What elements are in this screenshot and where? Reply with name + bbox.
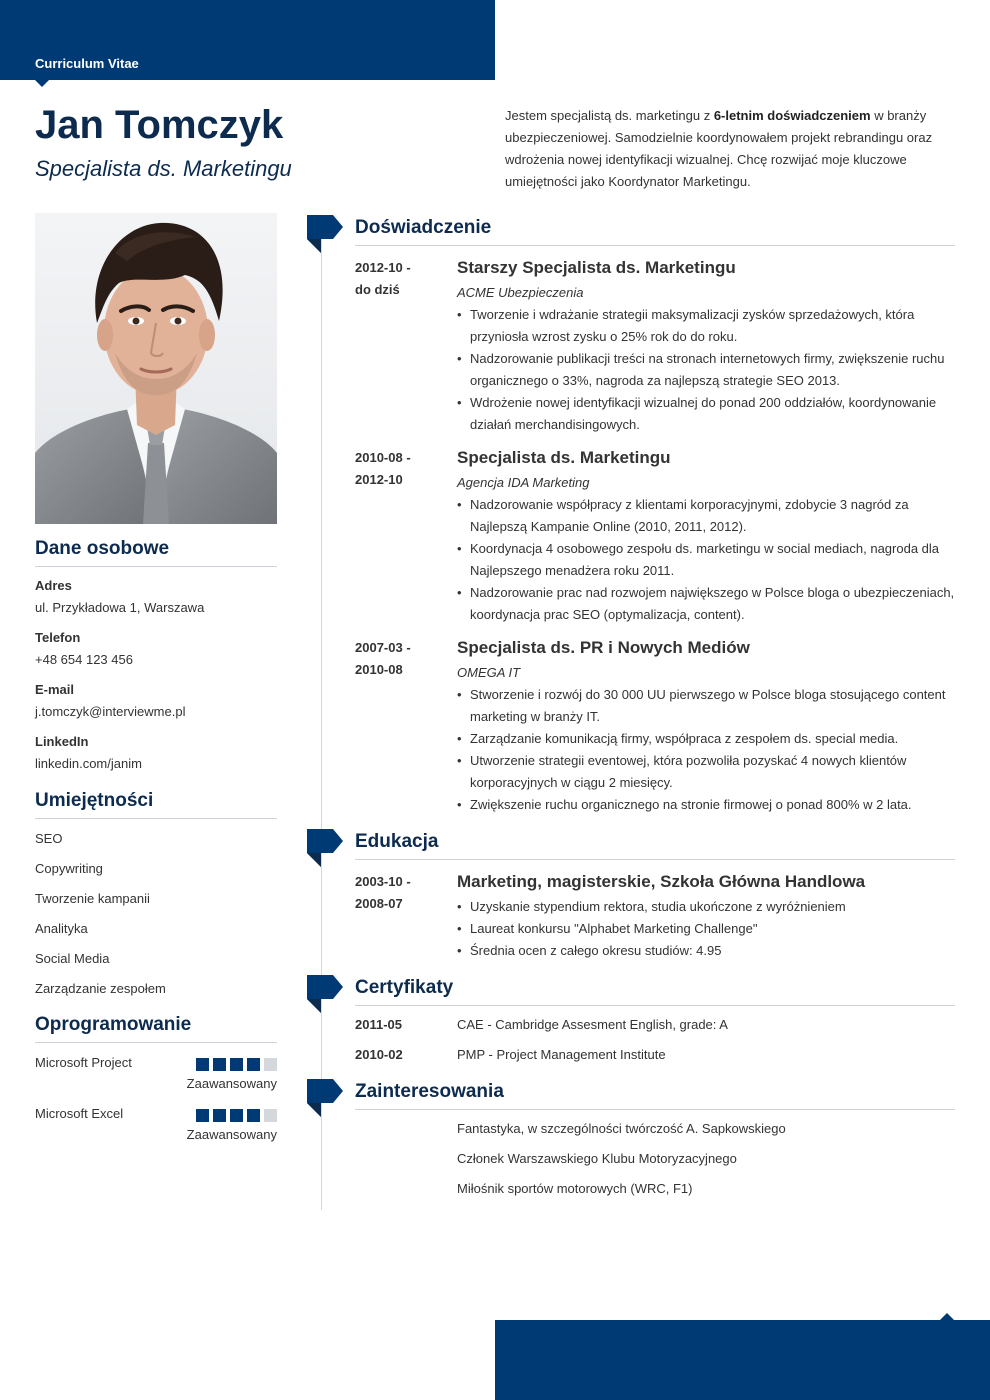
company-name: Agencja IDA Marketing (457, 475, 590, 490)
position-title: Specjalista ds. PR i Nowych Mediów (457, 638, 750, 657)
education-item: • Uzyskanie stypendium rektora, studia ukończone z wyróżnieniem (457, 896, 955, 918)
summary-highlight: 6-letnim doświadczeniem (713, 108, 871, 123)
achievement-list (457, 304, 955, 436)
certificate-date: 2010-02 (355, 1047, 403, 1062)
rating-square-filled (196, 1109, 209, 1122)
section-flag-icon (307, 829, 343, 867)
software-rating (196, 1058, 277, 1071)
achievement-item: • Zwiększenie ruchu organicznego na stronie firmowej o ponad 800% w 2 lata. (457, 794, 955, 816)
date-to: 2008-07 (355, 896, 403, 911)
skill-item: SEO (35, 831, 63, 846)
certificate-date: 2011-05 (355, 1017, 402, 1032)
software-name: Microsoft Excel (35, 1106, 124, 1121)
rating-square-filled (213, 1109, 226, 1122)
linkedin-value: linkedin.com/janim (35, 756, 142, 771)
address-value: ul. Przykładowa 1, Warszawa (35, 600, 205, 615)
personal-item (35, 682, 277, 719)
linkedin-label: LinkedIn (35, 734, 89, 749)
section-flag-icon (307, 975, 343, 1013)
degree-title: Marketing, magisterskie, Szkoła Główna Handlowa (457, 872, 866, 891)
education-item: • Laureat konkursu "Alphabet Marketing Challenge" (457, 918, 955, 940)
candidate-name: Jan Tomczyk (35, 103, 284, 147)
software-item (35, 1055, 277, 1106)
email-label: E-mail (35, 682, 75, 697)
personal-section (35, 538, 277, 567)
achievement-item: • Wdrożenie nowej identyfikacji wizualnej do ponad 200 oddziałów, koordynowanie działań merchandisingowych. (457, 392, 955, 436)
cv-label: Curriculum Vitae (35, 56, 139, 71)
skill-item: Copywriting (35, 861, 103, 876)
education-heading: Edukacja (355, 831, 955, 860)
achievement-item: • Zarządzanie komunikacją firmy, współpraca z zespołem ds. special media. (457, 728, 955, 750)
rating-square-empty (264, 1109, 277, 1122)
timeline-line (321, 235, 322, 1210)
achievement-item: • Nadzorowanie współpracy z klientami korporacyjnymi, zdobycie 3 nagród za Najlepszą Kampanie Online (2010, 2011, 2012). (457, 494, 955, 538)
footer-band (495, 1320, 990, 1400)
achievement-item: • Stworzenie i rozwój do 30 000 UU pierwszego w Polsce bloga stosującego content marketing w branży IT. (457, 684, 955, 728)
experience-heading: Doświadczenie (355, 217, 955, 246)
entry-body (457, 871, 955, 962)
education-item: • Średnia ocen z całego okresu studiów: 4.95 (457, 940, 955, 962)
entry-body (457, 637, 955, 816)
certificate-row (355, 1044, 955, 1066)
footer-notch (940, 1313, 954, 1320)
achievement-item: • Utworzenie strategii eventowej, która pozwoliła pozyskać 4 nowych klientów korporacyjnych w ciągu 2 miesięcy. (457, 750, 955, 794)
skill-item: Zarządzanie zespołem (35, 981, 166, 996)
date-to: do dziś (355, 282, 400, 297)
interest-row (355, 1118, 955, 1140)
rating-square-filled (247, 1058, 260, 1071)
interest-row (355, 1178, 955, 1200)
section-flag-icon (307, 1079, 343, 1117)
date-from: 2012-10 - (355, 260, 411, 275)
candidate-job-title: Specjalista ds. Marketingu (35, 156, 292, 181)
software-rating (196, 1109, 277, 1122)
date-from: 2007-03 - (355, 640, 411, 655)
achievement-list (457, 494, 955, 626)
header-band (0, 0, 495, 80)
rating-square-empty (264, 1058, 277, 1071)
rating-square-filled (213, 1058, 226, 1071)
software-list (35, 1055, 277, 1157)
address-label: Adres (35, 578, 72, 593)
skills-list (35, 830, 277, 1010)
entry-date (355, 871, 450, 915)
rating-square-filled (247, 1109, 260, 1122)
software-level: Zaawansowany (186, 1127, 277, 1142)
rating-square-filled (196, 1058, 209, 1071)
interest-row (355, 1148, 955, 1170)
personal-item (35, 578, 277, 615)
certificate-name: CAE - Cambridge Assesment English, grade: A (457, 1017, 728, 1032)
achievement-item: • Nadzorowanie prac nad rozwojem największego w Polsce bloga o ubezpieczeniach, koordynacja prac SEO (optymalizacja, content). (457, 582, 955, 626)
company-name: OMEGA IT (457, 665, 521, 680)
entry-body (457, 447, 955, 626)
software-heading: Oprogramowanie (35, 1014, 277, 1043)
interests-heading: Zainteresowania (355, 1081, 955, 1110)
personal-item (35, 734, 277, 771)
interest-item: Miłośnik sportów motorowych (WRC, F1) (457, 1181, 693, 1196)
certificates-heading: Certyfikaty (355, 977, 955, 1006)
entry-body (457, 257, 955, 436)
certificate-name: PMP - Project Management Institute (457, 1047, 666, 1062)
achievement-item: • Nadzorowanie publikacji treści na stronach internetowych firmy, zwiększenie ruchu organicznego o 33%, nagroda za najlepszą strategie SEO 2013. (457, 348, 955, 392)
rating-square-filled (230, 1058, 243, 1071)
position-title: Starszy Specjalista ds. Marketingu (457, 258, 736, 277)
software-section (35, 1014, 277, 1043)
summary-text: Jestem specjalistą ds. marketingu z (505, 108, 714, 123)
personal-heading: Dane osobowe (35, 538, 277, 567)
phone-label: Telefon (35, 630, 81, 645)
skill-item: Social Media (35, 951, 110, 966)
skill-item: Tworzenie kampanii (35, 891, 150, 906)
portrait-illustration (35, 213, 277, 524)
software-item (35, 1106, 277, 1157)
profile-summary (505, 105, 950, 193)
interest-item: Członek Warszawskiego Klubu Motoryzacyjnego (457, 1151, 737, 1166)
achievement-list (457, 684, 955, 816)
entry-date (355, 637, 450, 681)
certificate-row (355, 1014, 955, 1036)
date-to: 2012-10 (355, 472, 403, 487)
entry-date (355, 257, 450, 301)
software-level: Zaawansowany (186, 1076, 277, 1091)
achievement-item: • Tworzenie i wdrażanie strategii maksymalizacji zysków sprzedażowych, która przyniosła wzrost zysku o 25% rok do do roku. (457, 304, 955, 348)
email-value: j.tomczyk@interviewme.pl (35, 704, 186, 719)
header-notch (35, 80, 49, 87)
section-flag-icon (307, 215, 343, 253)
entry-date (355, 447, 450, 491)
skill-item: Analityka (35, 921, 88, 936)
software-name: Microsoft Project (35, 1055, 132, 1070)
achievement-item: • Koordynacja 4 osobowego zespołu ds. marketingu w social mediach, nagroda dla Najlepszego menadżera roku 2011. (457, 538, 955, 582)
profile-photo (35, 213, 277, 524)
phone-value: +48 654 123 456 (35, 652, 133, 667)
interest-item: Fantastyka, w szczególności twórczość A. Sapkowskiego (457, 1121, 786, 1136)
date-from: 2010-08 - (355, 450, 411, 465)
skills-section (35, 790, 277, 819)
education-list (457, 896, 955, 962)
position-title: Specjalista ds. Marketingu (457, 448, 671, 467)
summary-text-end: w branży ubezpieczeniowej. Samodzielnie koordynowałem projekt rebrandingu oraz wdrożenia nowej identyfikacji wizualnej. Chcę rozwijać moje kluczowe umiejętności jako Koordynator Marketingu. (505, 108, 933, 189)
rating-square-filled (230, 1109, 243, 1122)
personal-item (35, 630, 277, 667)
skills-heading: Umiejętności (35, 790, 277, 819)
company-name: ACME Ubezpieczenia (457, 285, 584, 300)
date-to: 2010-08 (355, 662, 403, 677)
date-from: 2003-10 - (355, 874, 411, 889)
